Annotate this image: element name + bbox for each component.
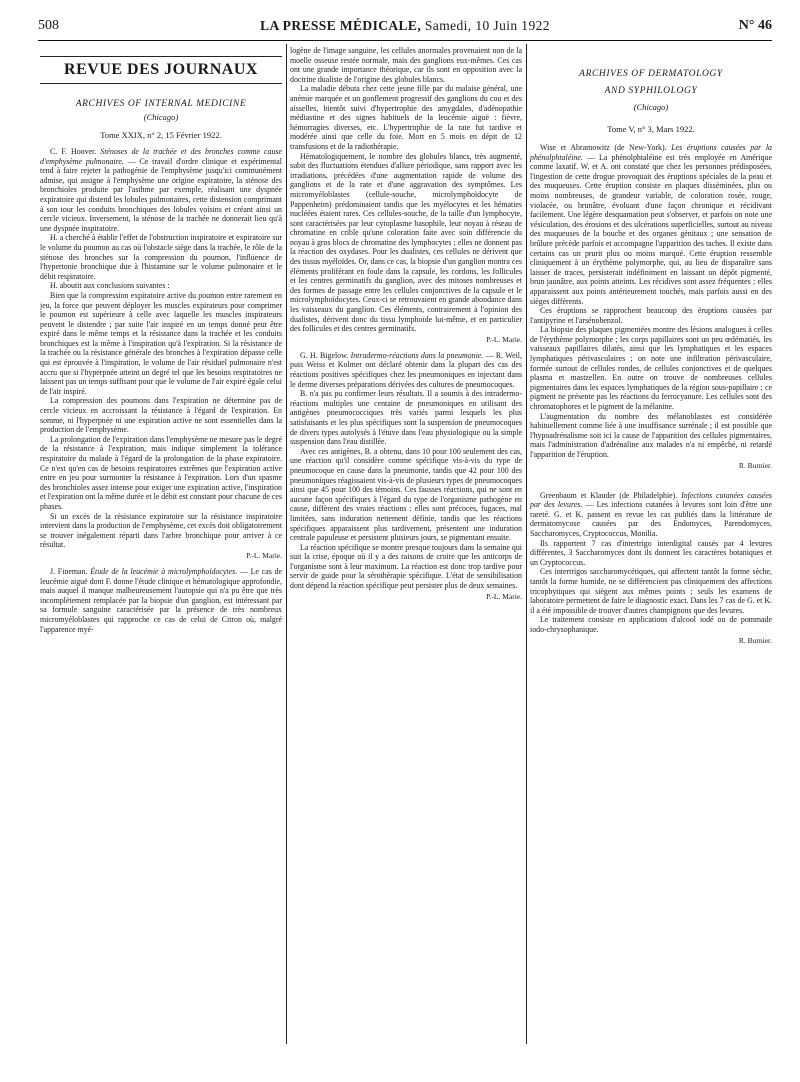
- article-paragraph: Greenbaum et Klauder (de Philadelphie). Infections cutanées causées par des levures. — Les infections cutanées à levures sont loin d'être une rareté. G. et K. passent en revue les cas publiés dans la littérature de dermatomycose causées par des Endomyces, Parendomyces, Saccharomyces, Cryptococcus, Monilia.: [530, 490, 772, 538]
- article-author: Wise et Abramowitz (de New-York).: [540, 143, 667, 152]
- article-paragraph: Ces intertrigos saccharomycétiques, qui affectent tantôt la forme sèche, tantôt la forme humide, ne se différencient pas cliniquement des affections tricophytiques qui siègent aux mêmes points ; seuls les examens de laboratoire permettent de faire le diagnostic exact. Dans les 7 cas de G. et K. il a été impossible de trouver d'autres champignons que des levures.: [530, 567, 772, 615]
- article-signature: P.-L. Marie.: [246, 550, 282, 560]
- journal-name: LA PRESSE MÉDICALE,: [260, 18, 422, 33]
- article-title: Infections cutanées causées par des levures.: [530, 490, 772, 510]
- page-number: 508: [38, 18, 59, 33]
- article-paragraph: Ils rapportent 7 cas d'intertrigo interdigital causés par 4 levures différentes, 3 Saccharomyces dont ils donnent les caractères botaniques et un Cryptococcus.: [530, 538, 772, 567]
- journal-city: (Chicago): [633, 102, 669, 112]
- article-paragraph: La réaction spécifique se montre presque toujours dans la semaine qui suit la crise, époque où il y a des raisons de croire que les anticorps de l'organisme sont à leur maximum. La réaction est donc trop tardive pour servir de guide pour la sérothérapie spécifique. L'état de sensibilisation dont dépend la réaction spécifique peut persister plus de deux semaines.: [290, 542, 522, 591]
- article-paragraph: G. H. Bigelow. Intradermo-réactions dans la pneumonie. — R. Weil, puis Weiss et Kolmer ont déclaré obtenir dans la plupart des cas des réactions positives spécifiques chez les pneumoniques en injectant dans le derme diverses préparations dérivées des cultures de pneumocoques.: [290, 350, 522, 389]
- article-signature: P.-L. Marie.: [486, 591, 522, 601]
- article-paragraph: Ces éruptions se rapprochent beaucoup des éruptions causées par l'antipyrine et l'arsénobenzol.: [530, 306, 772, 325]
- article-paragraph: Le traitement consiste en applications d'alcool iodé ou de pommade iodo-chrysophanique.: [530, 615, 772, 634]
- issue-date: Samedi, 10 Juin 1922: [424, 18, 550, 33]
- journal-title: ARCHIVES OF INTERNAL MEDICINE: [75, 99, 247, 109]
- article-paragraph: La biopsie des plaques pigmentées montre des lésions analogues à celles de l'érythème polymorphe ; les corps papillaires sont un peu œdématiés, les vaisseaux papillaires dilatés, ainsi que les lymphatiques et les espaces lymphatiques périvasculaires ; on note une infiltration périvasculaire, formée surtout de cellules rondes, de cellules conjonctives et de quelques plasma et mastzellen. En outre on trouve de nombreuses cellules pigmentaires dans les espaces lymphatiques de la région sous-papillaire ; ce pigment ne présente pas les réactions du ferrocyanure. Les cellules sont des chromatophores et le pigment de la mélanine.: [530, 325, 772, 412]
- column-divider: [286, 44, 287, 1044]
- article-paragraph: Avec ces antigènes, B. a obtenu, dans 10 pour 100 seulement des cas, une réaction qu'il considère comme spécifique vis-à-vis du type de pneumocoque en cause dans la pneumonie, tandis que 42 pour 100 des pneumoniques réagissaient vis-à-vis de plusieurs types de pneumocoques ainsi que 45 pour 100 des témoins. Ces fausses réactions, qui ne sont en aucune façon spécifiques à l'égard du type de l'organisme pathogène en cause, diffèrent des vraies réactions : elles sont précoces, fugaces, mal limitées, sans induration nettement définie, tandis que les réactions spécifiques apparaissent plus tardivement, présentent une induration centrale papuleuse et persistent plusieurs jours, se pigmentant ensuite.: [290, 446, 522, 543]
- column-divider: [526, 44, 527, 1044]
- journal-title-line2: AND SYPHILOLOGY: [604, 86, 698, 96]
- journal-title: ARCHIVES OF DERMATOLOGY: [579, 69, 723, 79]
- article-title: Les éruptions causées par la phénolphtaléine.: [530, 143, 772, 162]
- article-author: Greenbaum et Klauder (de Philadelphie).: [540, 490, 678, 500]
- page-header: [38, 18, 772, 42]
- article-signature: R. Burnier.: [738, 635, 772, 645]
- article-paragraph: H. a cherché à établir l'effet de l'obstruction inspiratoire et expiratoire sur le volume du poumon au cas où l'obstacle siège dans la trachée, le rôle de la sténose des bronches sur la compression du poumon, l'influence de l'hypertonie bronchique due à l'histamine sur le volume pulmonaire et le débit respiratoire.: [40, 233, 282, 281]
- header-rule: [38, 40, 772, 41]
- article-title: Sténoses de la trachée et des bronches comme cause d'emphysème pulmonaire.: [40, 147, 282, 166]
- article-paragraph: La maladie débuta chez cette jeune fille par du malaise général, une anémie marquée et un gonflement progressif des ganglions du cou et des aisselles, bientôt suivi d'hypertrophie des amygdales, d'adénopathie médiastine et des signes habituels de la leucémie aiguë : fièvre, hémorragies diverses, etc. L'hypertrophie de la rate fut tardive et modérée ainsi que celle du foie. Mort en 5 mois en dépit de 12 transfusions et de la radiothérapie.: [290, 84, 522, 151]
- article-paragraph: L'augmentation du nombre des mélanoblastes est considérée habituellement comme liée à une insuffisance surrénale ; il est possible que l'hypoadrénalisme soit ici la cause de l'apparition des cellules pigmentaires, mais l'administration d'adrénaline aux malades n'a ni empêché, ni retardé l'apparition de l'éruption.: [530, 411, 772, 459]
- article-author: J. Fineman.: [50, 566, 88, 576]
- article-paragraph: logène de l'image sanguine, les cellules anormales provenaient non de la moelle osseuse restée normale, mais des ganglions eux-mêmes. Ces cas ont une grande importance théorique, car ils sont en opposition avec la doctrine dualiste de l'origine des globules blancs.: [290, 46, 522, 84]
- issue-number: N° 46: [738, 18, 772, 33]
- article-paragraph: Si un excès de la résistance expiratoire sur la résistance inspiratoire intervient dans la production de l'emphysème, cet excès doit obligatoirement se trouver inégalement réparti dans l'arbre bronchique pour arriver à ce résultat.: [40, 511, 282, 550]
- spacer: [530, 477, 772, 491]
- article-paragraph: Bien que la compression expiratoire active du poumon entre rarement en jeu, la force que peuvent déployer les muscles expirateurs pour comprimer le poumon est supérieure à celle avec laquelle les muscles inspirateurs peuvent le distendre ; par suite l'air inspiré en un temps donné peut être expiré dans le même temps et la résistance dans la trachée et les conduits bronchiques est la même à l'inspiration qu'à l'expiration. Si la résistance de la trachée ou la résistance générale des bronches à l'expiration dépasse celle qui est éprouvée à l'inspiration, le volume de l'air résiduel pulmonaire n'est accru que si l'hyperpnée atteint un degré tel que les besoins respiratoires ne laissent pas un temps suffisant pour que le volume de l'air expiré égale celui de l'air inspiré.: [40, 290, 282, 396]
- journal-city: (Chicago): [143, 112, 179, 122]
- article-paragraph: B. n'a pas pu confirmer leurs résultats. Il a soumis à des intradermo-réactions multiples une centaine de pneumoniques en utilisant des antigènes pneumococciques très variés parmi lesquels les plus satisfaisants et les plus spécifiques sont la suspension de pneumocoques de divers types autolysés à l'étuve dans l'eau physiologique ou la simple suspension dans l'eau distillée.: [290, 389, 522, 447]
- article-signature: P.-L. Marie.: [486, 334, 522, 344]
- column-1: [40, 46, 282, 634]
- article-paragraph: J. Fineman. Étude de la leucémie à microlymphoïdocytes. — Le cas de leucémie aiguë dont F. donne l'étude clinique et hématologique approfondie, mais auquel il manque malheureusement l'autopsie qui n'a pu être que très incomplètement remplacée par la biopsie d'un ganglion, est intéressant par sa formule sanguine caractérisée par la présence de très nombreux micromyéloblastes qui rapproche ce cas de celui de Citron où, malgré l'apparence myé-: [40, 566, 282, 634]
- article-paragraph: Wise et Abramowitz (de New-York). Les éruptions causées par la phénolphtaléine. — La phénolphtaléine est très employée en Amérique comme laxatif. W. et A. ont constaté que chez les personnes prédisposées, l'ingestion de cette drogue provoquait des éruptions spéciales de la peau et des muqueuses. Cette éruption consiste en plaques disséminées, plus ou moins nombreuses, de grandeur variable, de coloration rosée, rouge, violacée, ou brunâtre, évoluant d'une façon chronique et récidivant facilement. Une légère desquamation peut s'observer, et parfois on note une vésiculation, des érosions et des ulcérations superficielles, surtout au niveau des muqueuses de la bouche et des organes génitaux ; une sensation de brûlure précède parfois et accompagne l'apparition des taches. Il existe dans certains cas un prurit plus ou moins marqué. Cette éruption ressemble cliniquement à un érythème polymorphe, qui, au lieu de disparaître sans laisser de traces, persisterait indéfiniment en laissant un dépôt pigmenté, brun jaunâtre, aux points atteints. Les récidives sont assez fréquentes ; elles apparaissent aux points antérieurement touchés, mais parfois aussi en des sièges différents.: [530, 143, 772, 306]
- article-author: G. H. Bigelow.: [300, 350, 349, 360]
- column-3: [530, 46, 772, 652]
- article-title: Étude de la leucémie à microlymphoïdocytes.: [90, 566, 238, 576]
- rubric-title: REVUE DES JOURNAUX: [40, 56, 282, 84]
- column-2: [290, 46, 522, 608]
- article-paragraph: C. F. Hoover. Sténoses de la trachée et des bronches comme cause d'emphysème pulmonaire. — Ce travail d'ordre clinique et expérimental tend à faire rejeter la pathogénie de l'emphysème jusqu'ici communément admise, qui assigne à l'emphysème une origine expiratoire, la sténose des bronchioles produite par l'asthme par exemple, réalisant une dyspnée expiratoire qui distend les lobules pulmonaires, cette distension comprimant à son tour les conduits bronchiques des lobules voisins et créant ainsi un cercle vicieux. Inversement, la sténose de la trachée ne donnerait lieu qu'à une dyspnée inspiratoire.: [40, 147, 282, 233]
- article-paragraph: H. aboutit aux conclusions suivantes :: [50, 281, 170, 291]
- article-paragraph: Hématologiquement, le nombre des globules blancs, très augmenté, subit des fluctuations étendues d'allure périodique, sans rapport avec les irradiations, précédées d'une augmentation rapide de volume des ganglions et de la rate et d'une aggravation des symptômes. Les micromyéloblastes (cellule-souche, microlymphoïdocyte de Pappenheim) prédominaient tandis que les myélocytes et les hématies nucléées étaient rares. Ces cellules-souche, de la taille d'un lymphocyte, sont caractérisées par leur cytoplasme basophile, leur noyau à réseau de chromatine en crible qu'une coloration faite avec soin différencie du noyau à gros blocs de chromatine des lymphocytes ; elles ne donnent pas la réaction des oxydases. Pour les dualistes, ces cellules ne dérivent que des tissus myéloïdes. Or, dans ce cas, la biopsie d'un ganglion montra ces éléments proliférant en foule dans la capsule, les cordons, les follicules et les centres germinatifs du ganglion, avec des mitoses nombreuses et des formes de passage entre les cellules conjonctives de la capsule et le microlymphoïdocytes. Ceux-ci se retrouvaient en grande abondance dans les vaisseaux du ganglion. Ces éléments, contrairement à l'opinion des dualistes, dérivent donc du tissu lymphoïde lui-même, et en particulier des follicules et des centres germinatifs.: [290, 151, 522, 334]
- running-title: [38, 18, 772, 34]
- journal-volume: Tome XXIX, n° 2, 15 Février 1922.: [100, 130, 222, 140]
- article-paragraph: La prolongation de l'expiration dans l'emphysème ne mesure pas le degré de la résistance à l'expiration, mais indique simplement la tolérance respiratoire du malade à l'égard de la prolongation de la phase expiratoire. Ce n'est qu'en cas de besoins respiratoires extrêmes que l'expiration active entre en jeu pour surmonter la résistance à l'expiration. Lors d'un spasme des bronchioles assez intense pour exiger une expiration active, l'inspiration et l'expiration ont la même durée et le débit est constant pour chacune de ces phases.: [40, 434, 282, 511]
- article-author: C. F. Hoover.: [50, 147, 97, 156]
- article-signature: R. Burnier.: [738, 460, 772, 470]
- article-title: Intradermo-réactions dans la pneumonie.: [350, 350, 484, 360]
- article-paragraph: La compression des poumons dans l'expiration ne détermine pas de cercle vicieux en accroissant la résistance à l'égard de l'expiration. En somme, ni l'hyperpnée ni une expiration active ne sont essentielles dans la production de l'emphysème.: [40, 396, 282, 435]
- journal-volume: Tome V, n° 3, Mars 1922.: [607, 124, 695, 134]
